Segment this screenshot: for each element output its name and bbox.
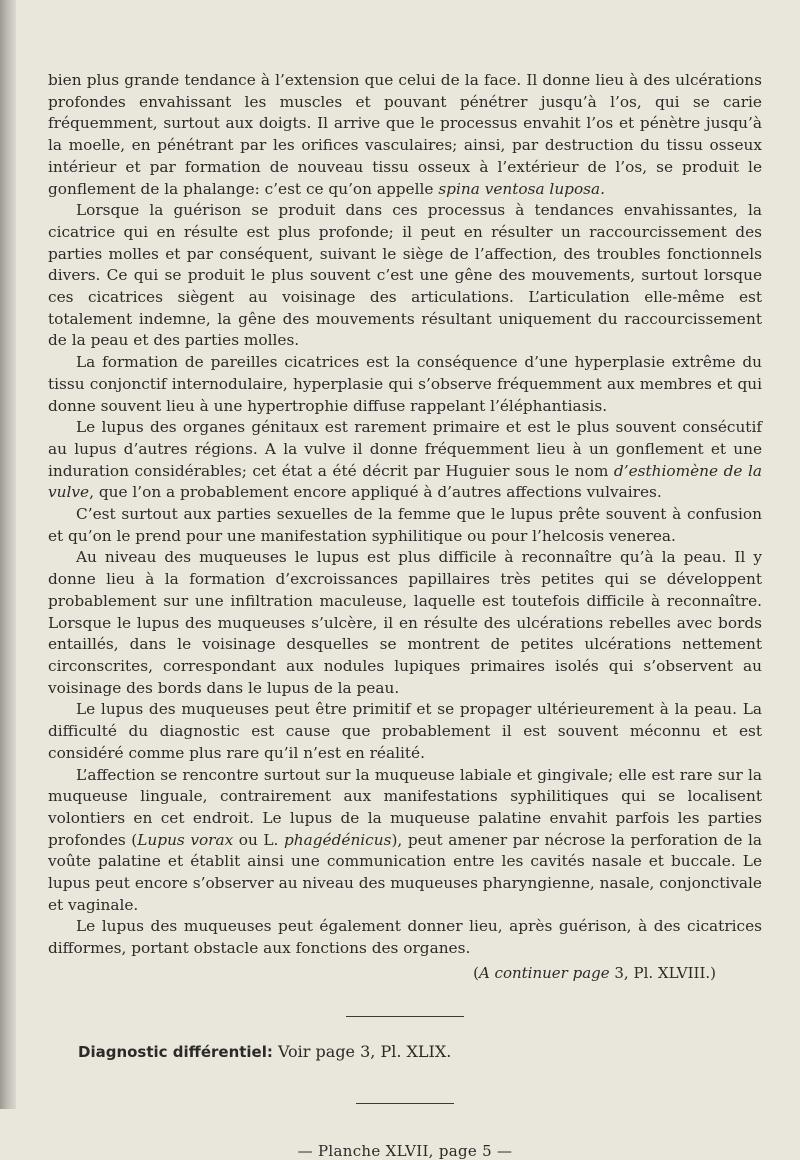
continuation-note: (A continuer page 3, Pl. XLVIII.) bbox=[473, 963, 716, 982]
paragraph-8: L’affection se rencontre surtout sur la muqueuse labiale et gingivale; elle est rare sur la muqueuse linguale, contrairement aux manifestations syphilitiques qui se localisent volontiers en cet endroit. Le lupus de la muqueuse palatine envahit parfois les parties profondes (Lupus vorax ou L. phagédénicus), peut amener par nécrose la perforation de la voûte palatine et établit ainsi une communication entre les cavités nasale et buccale. Le lupus peut encore s’observer au niveau des muqueuses pharyngienne, nasale, conjonctivale et vaginale. bbox=[48, 765, 763, 914]
italic-term-spina-ventosa: spina ventosa luposa. bbox=[438, 179, 606, 198]
document-page bbox=[48, 70, 762, 1160]
diagnostic-text: Voir page 3, Pl. XLIX. bbox=[272, 1041, 452, 1061]
paragraph-9: Le lupus des muqueuses peut également donner lieu, après guérison, à des cicatrices difformes, portant obstacle aux fonctions des organes. bbox=[48, 917, 762, 958]
paragraph-4: Le lupus des organes génitaux est rarement primaire et est le plus souvent consécutif au lupus d’autres régions. A la vulve il donne fréquemment lieu à un gonflement et une induration considérables; cet état a été décrit par Huguier sous le nom d’esthiomène de la vulve, que l’on a probablement encore appliqué à d’autres affections vulvaires. bbox=[48, 418, 763, 502]
diagnostic-label: Diagnostic différentiel: bbox=[78, 1042, 273, 1061]
italic-term-lupus-vorax: Lupus vorax bbox=[137, 830, 234, 849]
paragraph-3: La formation de pareilles cicatrices est la conséquence d’une hyperplasie extrême du tissu conjonctif internodulaire, hyperplasie qui s’observe fréquemment aux membres et qui donne souvent lieu à une hypertrophie diffuse rappelant l’éléphantiasis. bbox=[48, 353, 762, 415]
diagnostic-reference bbox=[48, 1041, 762, 1063]
body-text bbox=[48, 70, 762, 960]
page-footer: — Planche XLVII, page 5 — bbox=[297, 1141, 513, 1160]
divider-rule bbox=[346, 1016, 464, 1017]
paragraph-5: C’est surtout aux parties sexuelles de la femme que le lupus prête souvent à confusion et qu’on le prend pour une manifestation syphilitique ou pour l’helcosis venerea. bbox=[48, 505, 762, 545]
paragraph-1: bien plus grande tendance à l’extension que celui de la face. Il donne lieu à des ulcérations profondes envahissant les muscles et pouvant pénétrer jusqu’à l’os, qui se carie fréquemment, surtout aux doigts. Il arrive que le processus envahit l’os et pénètre jusqu’à la moelle, en pénétrant par les orifices vasculaires; ainsi, par destruction du tissu osseux intérieur et par formation de nouveau tissu osseux à l’extérieur de l’os, se produit le gonflement de la phalange: c’est ce qu’on appelle spina ventosa luposa. bbox=[48, 71, 762, 198]
page-spine-shadow bbox=[0, 0, 16, 1109]
paragraph-7: Le lupus des muqueuses peut être primitif et se propager ultérieurement à la peau. La difficulté du diagnostic est cause que probablement il est souvent méconnu et est considéré comme plus rare qu’il n’est en réalité. bbox=[48, 700, 762, 762]
italic-term-esthiomene: d’esthiomène de la vulve bbox=[48, 461, 763, 502]
paragraph-2: Lorsque la guérison se produit dans ces processus à tendances envahissantes, la cicatrice qui en résulte est plus profonde; il peut en résulter un raccourcissement des parties molles et par conséquent, suivant le siège de l’affection, des troubles fonctionnels divers. Ce qui se produit le plus souvent c’est une gêne des mouvements, surtout lorsque ces cicatrices siègent au voisinage des articulations. L’articulation elle-même est totalement indemne, la gêne des mouvements résultant uniquement du raccourcissement de la peau et des parties molles. bbox=[48, 201, 762, 350]
paragraph-6: Au niveau des muqueuses le lupus est plus difficile à reconnaître qu’à la peau. Il y donne lieu à la formation d’excroissances papillaires très petites qui se développent probablement sur une infiltration maculeuse, laquelle est toutefois difficile à reconnaître. Lorsque le lupus des muqueuses s’ulcère, il en résulte des ulcérations rebelles avec bords entaillés, dans le voisinage desquelles se montrent de petites ulcérations nettement circonscrites, correspondant aux nodules lupiques primaires isolés qui s’observent au voisinage des bords dans le lupus de la peau. bbox=[48, 548, 762, 697]
italic-term-phagedenicus: phagédénicus bbox=[283, 830, 392, 849]
divider-rule-lower bbox=[356, 1103, 454, 1104]
